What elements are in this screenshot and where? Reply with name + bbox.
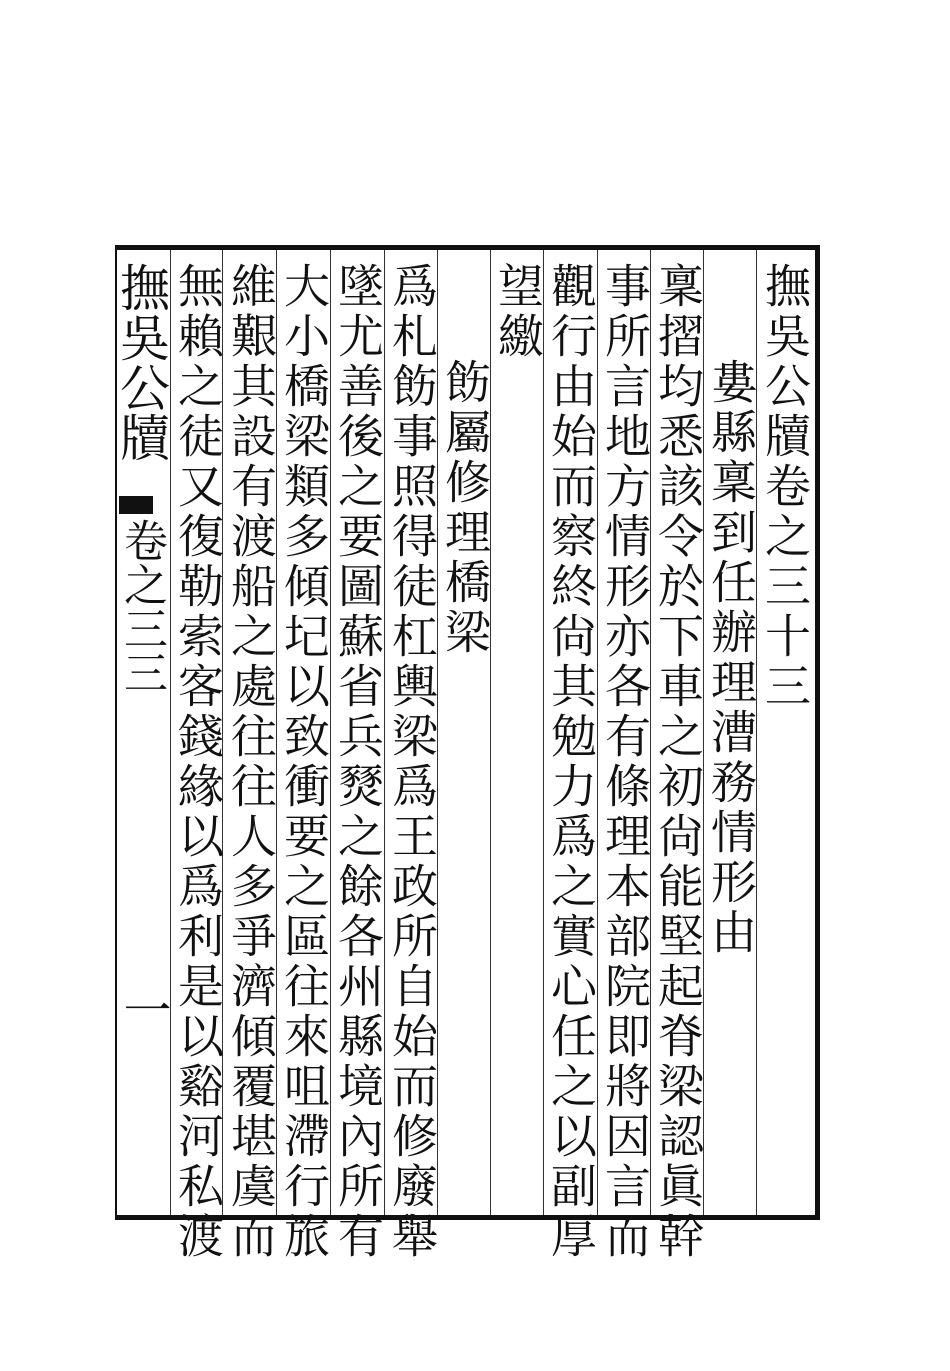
section-column-3: 大小橋梁類多傾圮以致衝要之區往來咀滯行旅: [277, 262, 331, 1262]
spine-volume: 卷之三三: [116, 518, 167, 694]
section-column-2: 墜尤善後之要圖蘇省兵燹之餘各州縣境內所有: [331, 262, 385, 1262]
section-column-1: 爲札飭事照得徒杠輿梁爲王政所自始而修廢舉: [385, 262, 439, 1262]
body-column-1: 稟摺均悉該令於下車之初尙能堅起脊梁認眞幹: [651, 262, 705, 1262]
body-column-3: 觀行由始而察終尙其勉力爲之實心任之以副厚: [544, 262, 598, 1262]
body-column-2: 事所言地方情形亦各有條理本部院即將因言而: [598, 262, 652, 1262]
body-column-4: 望繳: [491, 262, 545, 362]
folio-number: 一: [115, 985, 171, 1033]
section-column-4: 維艱其設有渡船之處往往人多爭濟傾覆堪虞而: [224, 262, 278, 1262]
spine-title: 撫吳公牘: [112, 262, 170, 462]
document-subtitle: 婁縣稟到任辦理漕務情形由: [704, 358, 758, 958]
section-heading: 飭屬修理橋梁: [438, 358, 492, 658]
document-title: 撫吳公牘卷之三十三: [758, 262, 812, 712]
section-column-5: 無賴之徒又復勒索客錢緣以爲利是以谿河私渡: [171, 262, 225, 1262]
